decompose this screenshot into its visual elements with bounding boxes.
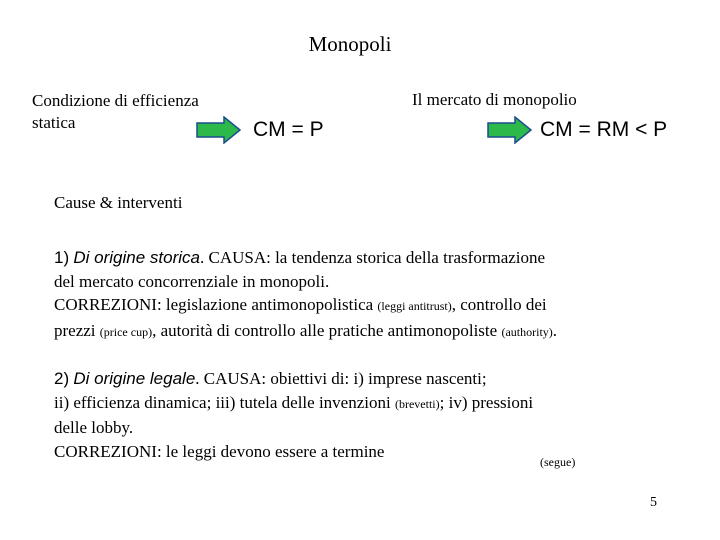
point-2-line-2a: ii) efficienza dinamica; iii) tutela delle invenzioni bbox=[54, 392, 395, 412]
point-1-line-4a: prezzi bbox=[54, 320, 100, 340]
point-1-antitrust: (leggi antitrust) bbox=[377, 299, 452, 313]
monopoly-equation: CM = RM < P bbox=[540, 118, 668, 141]
point-1-cause: . CAUSA: la tendenza storica della trasformazione bbox=[199, 248, 546, 267]
point-1-line-4 bbox=[54, 319, 557, 345]
static-efficiency-equation: CM = P bbox=[253, 118, 324, 141]
point-1-number: 1) bbox=[54, 248, 70, 267]
point-2-paragraph bbox=[54, 367, 533, 463]
efficiency-condition-line1: Condizione di efficienza bbox=[32, 91, 199, 110]
point-1-authority: (authority) bbox=[501, 324, 553, 339]
point-2-line-3: delle lobby. bbox=[54, 418, 134, 437]
point-2-line-2 bbox=[54, 391, 533, 417]
point-1-paragraph bbox=[54, 246, 557, 344]
page-title: Monopoli bbox=[308, 32, 392, 56]
point-1-price-cup: (price cup) bbox=[99, 324, 153, 339]
point-2-italic: Di origine legale bbox=[73, 369, 196, 388]
point-1-line-3 bbox=[54, 293, 557, 319]
continues-label: (segue) bbox=[540, 455, 576, 469]
point-1-italic: Di origine storica bbox=[73, 248, 200, 267]
point-2-line-4: CORREZIONI: le leggi devono essere a termine bbox=[54, 441, 385, 461]
point-2-line-1 bbox=[54, 367, 533, 391]
right-arrow-icon bbox=[196, 116, 242, 144]
point-2-line-2c: ; iv) pressioni bbox=[439, 392, 534, 412]
point-2-brevetti: (brevetti) bbox=[394, 396, 440, 411]
point-1-line-3a: CORREZIONI: legislazione antimonopolistica bbox=[54, 295, 378, 314]
point-2-number: 2) bbox=[54, 369, 70, 388]
monopoly-market-label: Il mercato di monopolio bbox=[412, 90, 577, 109]
point-1-line-1 bbox=[54, 246, 557, 270]
point-1-line-4e: . bbox=[552, 320, 558, 340]
page-number: 5 bbox=[650, 495, 657, 510]
section-heading: Cause & interventi bbox=[54, 193, 183, 212]
efficiency-condition-line2: statica bbox=[32, 113, 76, 132]
right-arrow-icon bbox=[487, 116, 533, 144]
point-2-cause: . CAUSA: obiettivi di: i) imprese nascenti; bbox=[195, 369, 487, 388]
point-1-line-3c: , controllo dei bbox=[451, 295, 547, 314]
point-1-line-2: del mercato concorrenziale in monopoli. bbox=[54, 271, 330, 291]
point-1-line-4c: , autorità di controllo alle pratiche antimonopoliste bbox=[152, 320, 502, 340]
